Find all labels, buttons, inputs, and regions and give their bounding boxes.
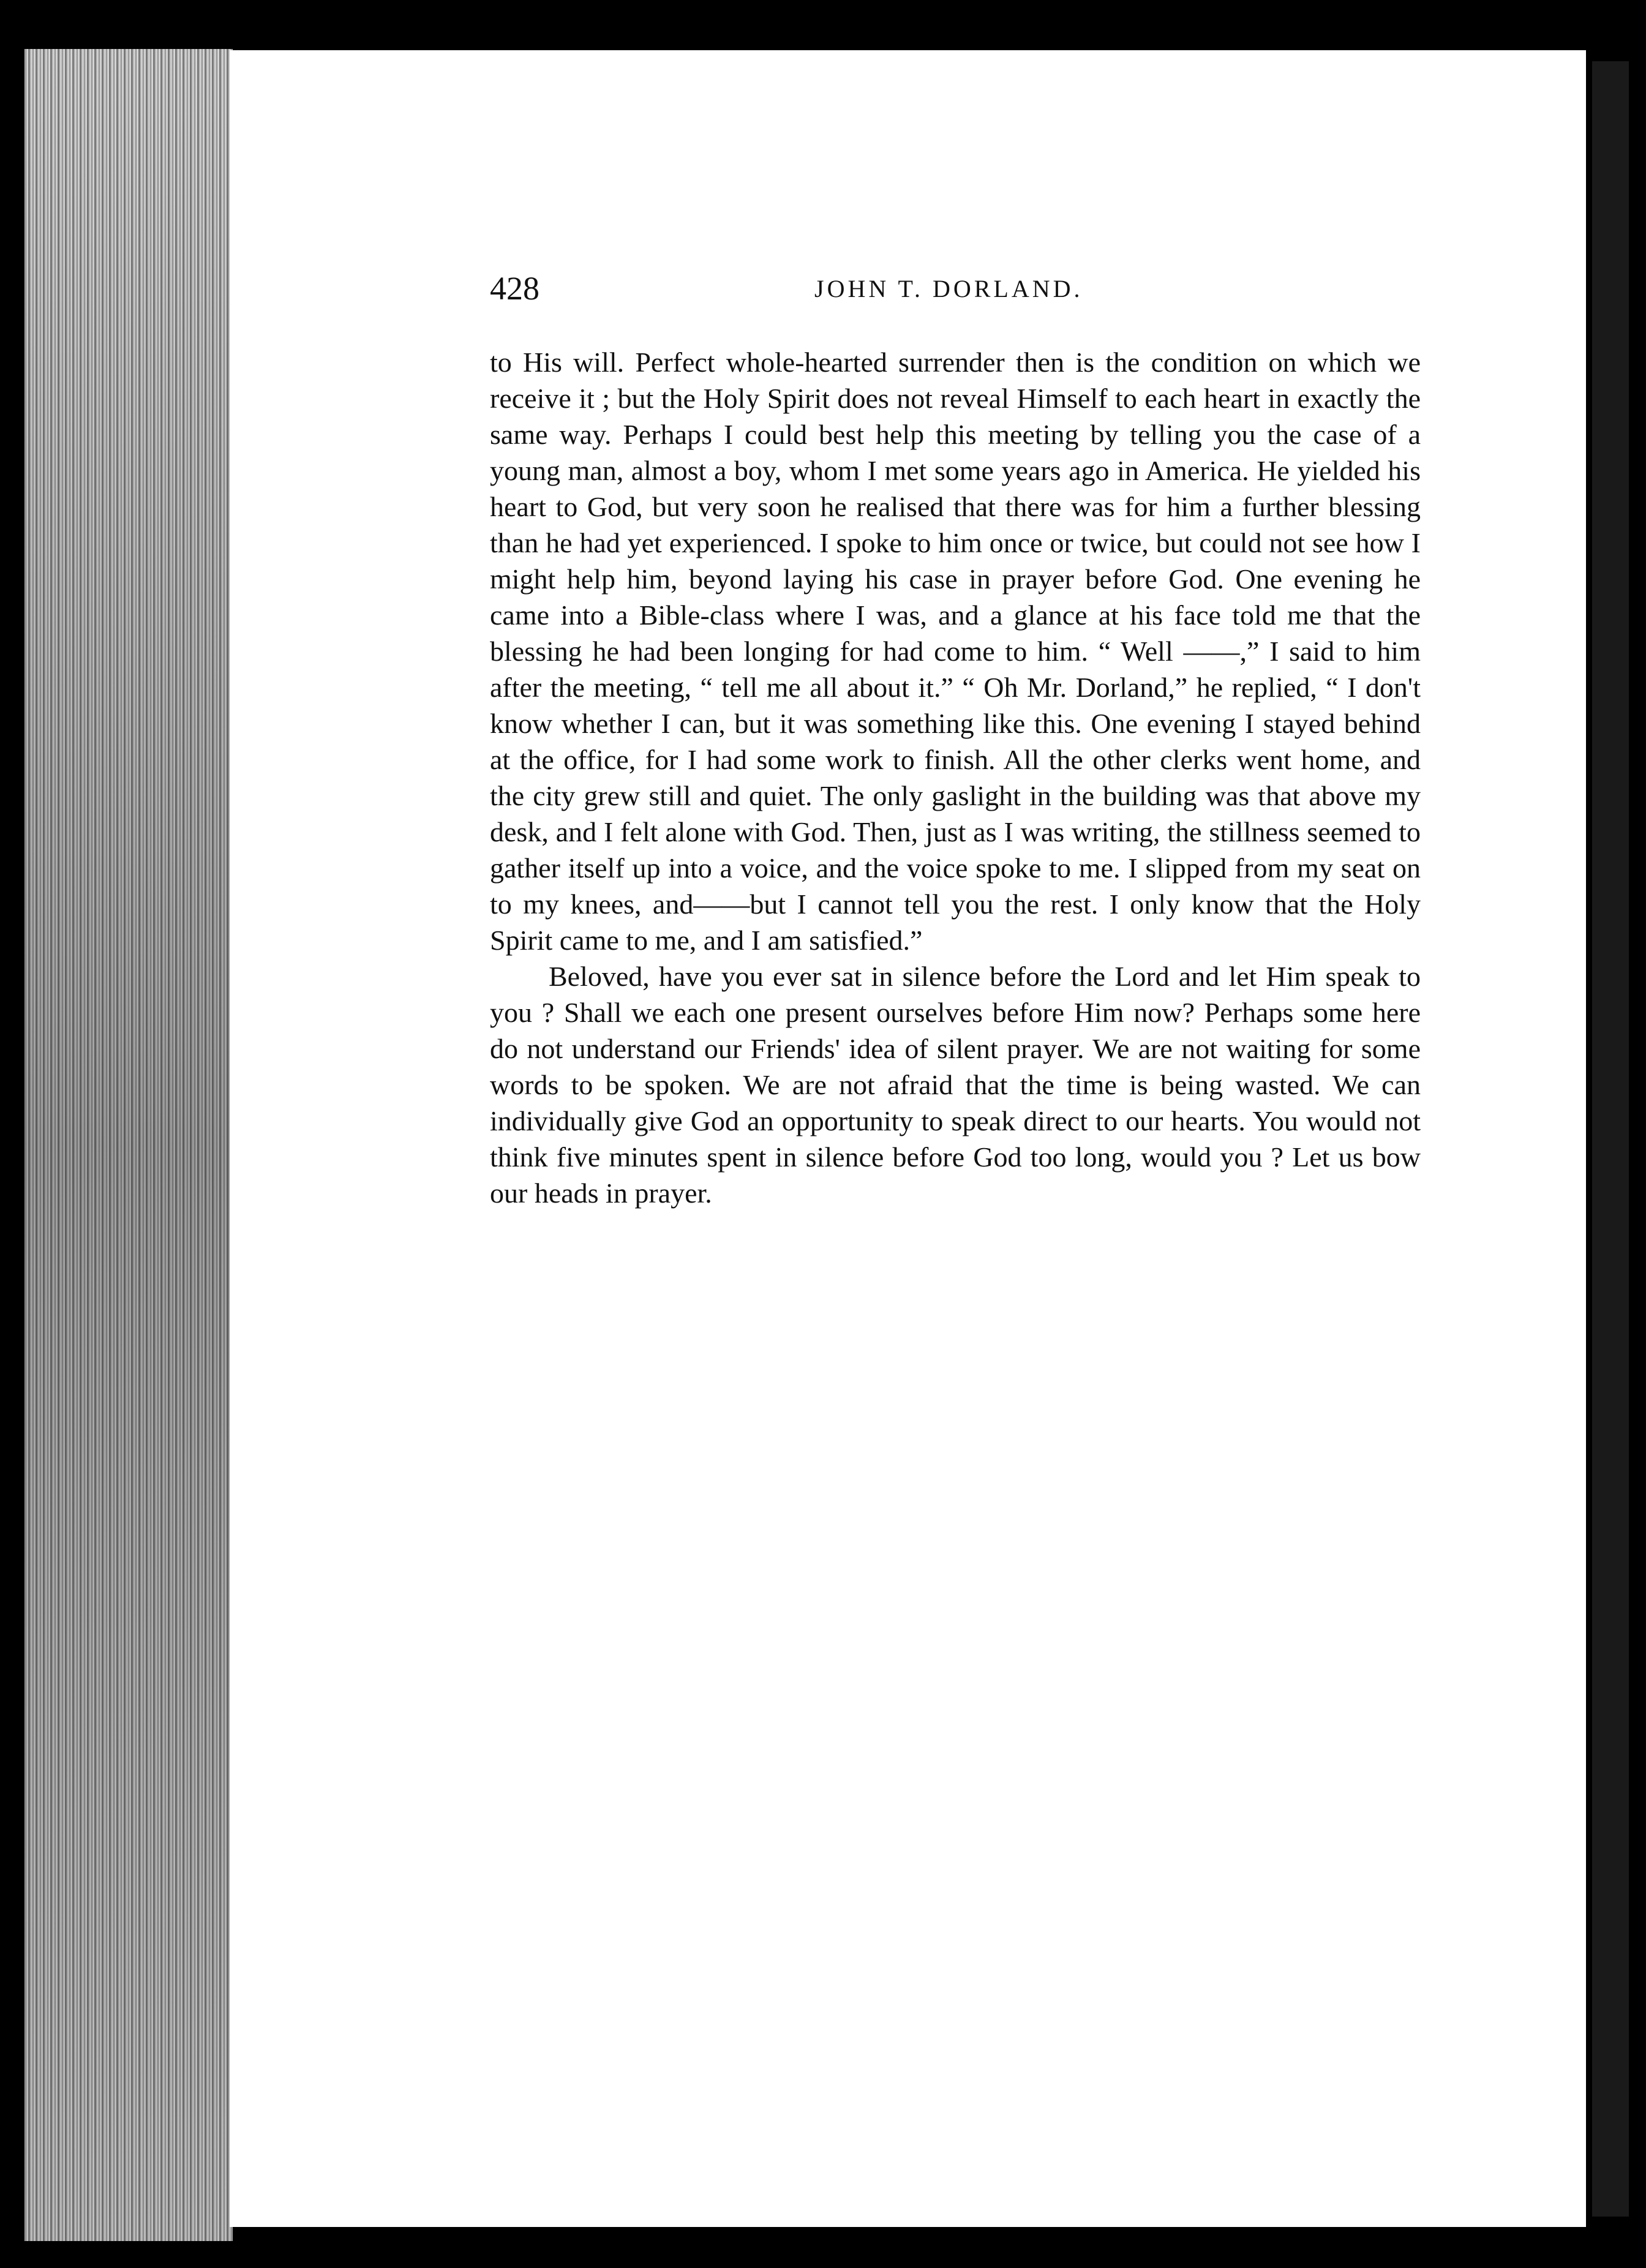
body-text [490,344,1421,1211]
paragraph: Beloved, have you ever sat in silence before the Lord and let Him speak to you ? Shall we each one present ourselves before Him now? Perhaps some here do not understand our Friends' idea of silent prayer. We are not waiting for some words to be spoken. We are not afraid that the time is being wasted. We can individually give God an opportunity to speak direct to our hearts. You would not think five minutes spent in silence before God too long, would you ? Let us bow our heads in prayer. [490,961,1421,1209]
paragraph: to His will. Perfect whole-hearted surrender then is the condition on which we receive it ; but the Holy Spirit does not reveal Himself to each heart in exactly the same way. Perhaps I could best help this meeting by telling you the case of a young man, almost a boy, whom I met some years ago in America. He yielded his heart to God, but very soon he realised that there was for him a further blessing than he had yet experienced. I spoke to him once or twice, but could not see how I might help him, beyond laying his case in prayer before God. One evening he came into a Bible-class where I was, and a glance at his face told me that the blessing he had been longing for had come to him. “ Well ——,” I said to him after the meeting, “ tell me all about it.” “ Oh Mr. Dorland,” he replied, “ I don't know whether I can, but it was something like this. One evening I stayed behind at the office, for I had some work to finish. All the other clerks went home, and the city grew still and quiet. The only gaslight in the building was that above my desk, and I felt alone with God. Then, just as I was writing, the stillness seemed to gather itself up into a voice, and the voice spoke to me. I slipped from my seat on to my knees, and——but I cannot tell you the rest. I only know that the Holy Spirit came to me, and I am satisfied.” [490,347,1421,956]
book-cover-edge [1592,61,1629,2217]
page-number: 428 [490,270,539,307]
page-header [490,269,1421,318]
running-head: JOHN T. DORLAND. [814,275,1083,302]
book-page-edges [24,49,233,2241]
